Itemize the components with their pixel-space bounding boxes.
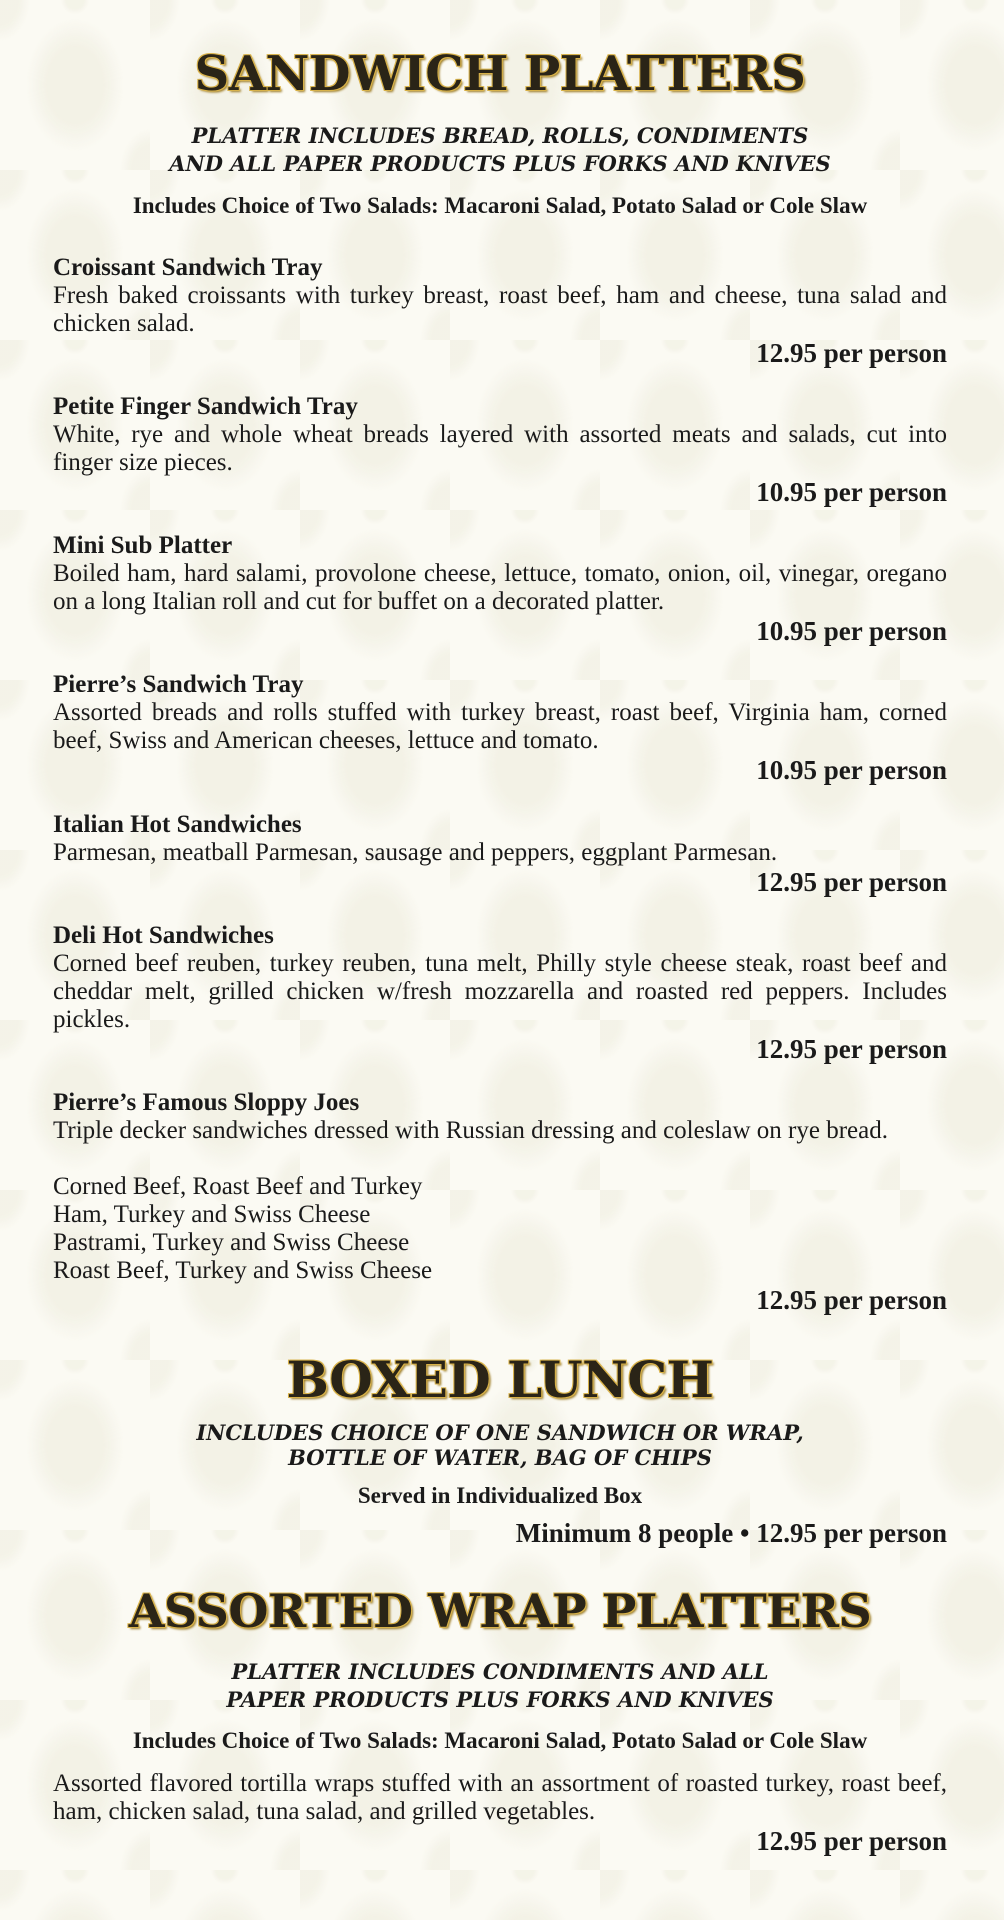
item-description: Corned beef reuben, turkey reuben, tuna melt, Philly style cheese steak, roast beef and cheddar melt, grilled chicken w/fresh mozzarella and roasted red peppers. Includes pickles. [53, 950, 947, 1033]
menu-item [53, 922, 947, 1064]
sloppy-joe-option: Roast Beef, Turkey and Swiss Cheese [53, 1257, 433, 1284]
menu-item [53, 811, 947, 897]
menu-item [53, 254, 947, 368]
wrap-subtitle-line2: PAPER PRODUCTS PLUS FORKS AND KNIVES [226, 1687, 774, 1712]
item-price: 12.95 per person [756, 867, 947, 897]
menu-item-wraps [53, 1770, 947, 1856]
menu-item [53, 671, 947, 785]
item-price: 12.95 per person [756, 1285, 947, 1315]
boxed-price-line: Minimum 8 people • 12.95 per person [515, 1518, 947, 1548]
item-name: Italian Hot Sandwiches [53, 811, 302, 838]
item-price: 12.95 per person [756, 1034, 947, 1064]
item-name: Deli Hot Sandwiches [53, 922, 274, 949]
item-description: Assorted flavored tortilla wraps stuffed with an assortment of roasted turkey, roast beef, ham, chicken salad, tuna salad, and grilled vegetables. [53, 1770, 947, 1825]
item-price: 10.95 per person [756, 755, 947, 785]
item-description: Assorted breads and rolls stuffed with turkey breast, roast beef, Virginia ham, corned beef, Swiss and American cheeses, lettuce and tomato. [53, 699, 947, 754]
item-name: Croissant Sandwich Tray [53, 254, 323, 281]
wrap-salads-note: Includes Choice of Two Salads: Macaroni Salad, Potato Salad or Cole Slaw [132, 1728, 868, 1753]
item-description: Fresh baked croissants with turkey breast, roast beef, ham and cheese, tuna salad and chicken salad. [53, 282, 947, 337]
sandwich-subtitle-line2: AND ALL PAPER PRODUCTS PLUS FORKS AND KNIVES [169, 151, 831, 176]
sandwich-subtitle-line1: PLATTER INCLUDES BREAD, ROLLS, CONDIMENTS [191, 123, 809, 148]
item-price: 12.95 per person [756, 1826, 947, 1856]
boxed-subtitle-line1: INCLUDES CHOICE OF ONE SANDWICH OR WRAP, [196, 1420, 804, 1445]
item-name: Petite Finger Sandwich Tray [53, 393, 358, 420]
sloppy-joe-option: Pastrami, Turkey and Swiss Cheese [53, 1229, 410, 1256]
section-title-boxed-lunch: BOXED LUNCH [286, 1350, 714, 1409]
item-price: 10.95 per person [756, 616, 947, 646]
sandwich-salads-note: Includes Choice of Two Salads: Macaroni Salad, Potato Salad or Cole Slaw [132, 193, 868, 218]
item-description: Parmesan, meatball Parmesan, sausage and peppers, eggplant Parmesan. [53, 839, 778, 866]
menu-item [53, 532, 947, 646]
sloppy-joe-option: Ham, Turkey and Swiss Cheese [53, 1201, 371, 1228]
wrap-subtitle-line1: PLATTER INCLUDES CONDIMENTS AND ALL [231, 1659, 769, 1684]
item-name: Pierre’s Famous Sloppy Joes [53, 1089, 360, 1116]
item-description: Triple decker sandwiches dressed with Russian dressing and coleslaw on rye bread. [53, 1117, 888, 1144]
item-name: Mini Sub Platter [53, 532, 233, 559]
menu-item-sloppy-joes [53, 1089, 947, 1315]
item-name: Pierre’s Sandwich Tray [53, 671, 304, 698]
sloppy-joe-option: Corned Beef, Roast Beef and Turkey [53, 1173, 423, 1200]
menu-item [53, 393, 947, 507]
boxed-served-note: Served in Individualized Box [357, 1483, 643, 1508]
item-price: 10.95 per person [756, 477, 947, 507]
boxed-subtitle-line2: BOTTLE OF WATER, BAG OF CHIPS [288, 1445, 712, 1470]
section-title-wrap-platters: ASSORTED WRAP PLATTERS [128, 1584, 872, 1638]
item-description: Boiled ham, hard salami, provolone cheese, lettuce, tomato, onion, oil, vinegar, oregano on a long Italian roll and cut for buffet on a decorated platter. [53, 560, 947, 615]
item-price: 12.95 per person [756, 338, 947, 368]
section-title-sandwich-platters: SANDWICH PLATTERS [194, 46, 806, 102]
item-description: White, rye and whole wheat breads layered with assorted meats and salads, cut into finger size pieces. [53, 421, 947, 476]
